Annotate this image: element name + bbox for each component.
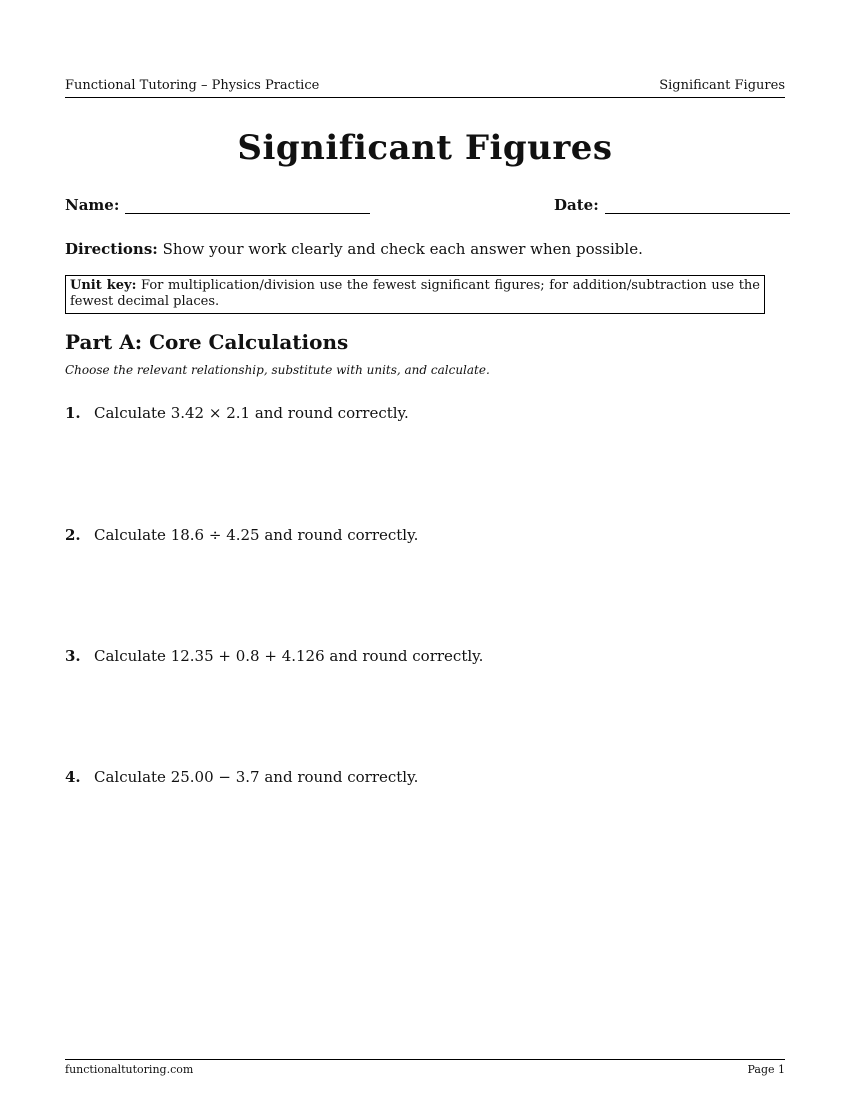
question-2 — [65, 526, 418, 544]
question-text: Calculate 18.6 ÷ 4.25 and round correctly. — [94, 526, 419, 544]
page-title: Significant Figures — [237, 128, 613, 168]
part-a-subtitle: Choose the relevant relationship, substitute with units, and calculate. — [65, 363, 490, 377]
footer-page-number: Page 1 — [747, 1063, 785, 1076]
question-number: 1. — [65, 404, 81, 422]
header-left: Functional Tutoring – Physics Practice — [65, 78, 320, 93]
header-right: Significant Figures — [659, 78, 785, 93]
date-line[interactable] — [605, 197, 790, 214]
question-text: Calculate 3.42 × 2.1 and round correctly. — [94, 404, 409, 422]
question-4 — [65, 768, 418, 786]
date-label: Date: — [554, 196, 599, 214]
directions — [65, 240, 785, 258]
question-number: 4. — [65, 768, 81, 786]
directions-text: Show your work clearly and check each answer when possible. — [162, 240, 643, 258]
question-1 — [65, 404, 409, 422]
question-number: 3. — [65, 647, 81, 665]
unit-key-text: For multiplication/division use the fewest significant figures; for addition/subtraction use the fewest decimal places. — [70, 278, 760, 309]
page-header — [65, 78, 785, 98]
unit-key-box — [65, 275, 765, 314]
page-footer — [65, 1059, 785, 1076]
name-line[interactable] — [125, 197, 370, 214]
name-field[interactable] — [65, 196, 370, 214]
directions-label: Directions: — [65, 240, 158, 258]
part-a-heading: Part A: Core Calculations — [65, 330, 349, 354]
question-number: 2. — [65, 526, 81, 544]
unit-key-label: Unit key: — [70, 278, 137, 293]
question-text: Calculate 12.35 + 0.8 + 4.126 and round correctly. — [94, 647, 484, 665]
date-field[interactable] — [554, 196, 790, 214]
name-label: Name: — [65, 196, 120, 214]
footer-site: functionaltutoring.com — [65, 1063, 194, 1076]
question-text: Calculate 25.00 − 3.7 and round correctly. — [94, 768, 419, 786]
question-3 — [65, 647, 483, 665]
